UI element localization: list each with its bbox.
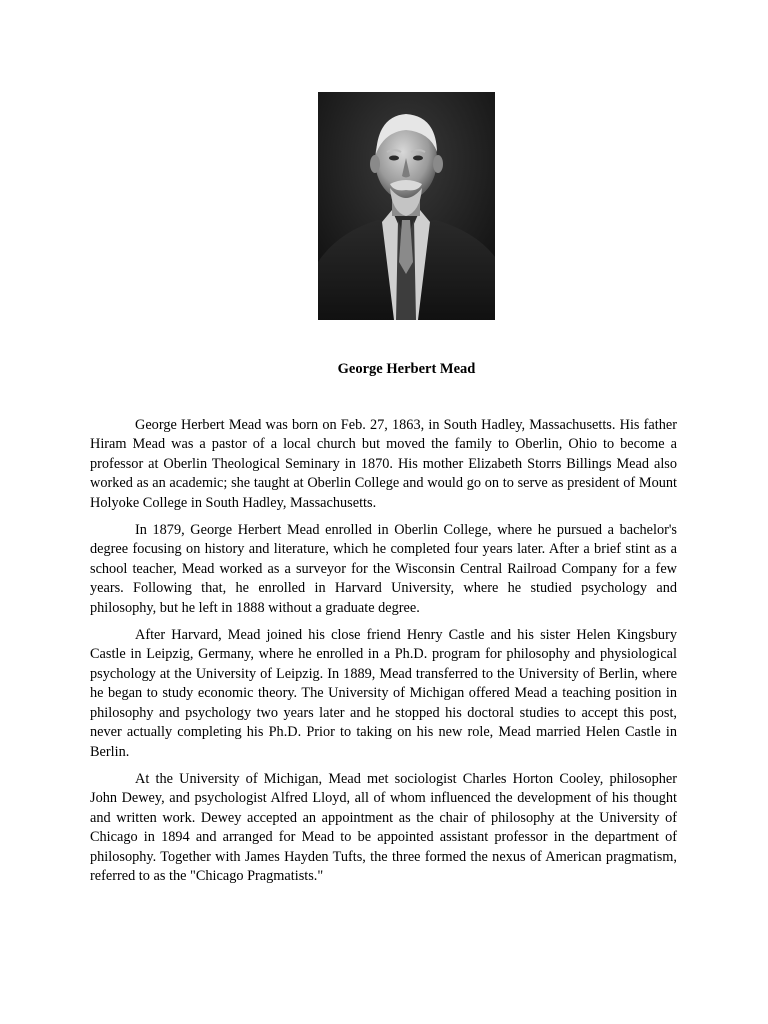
paragraph: At the University of Michigan, Mead met sociologist Charles Horton Cooley, philosopher John Dewey, and psychologist Alfred Lloyd, all of whom influenced the development of his thought and written work. Dewey accepted an appointment as the chair of philosophy at the University of Chicago in 1894 and arranged for Mead to be appointed assistant professor in the department of philosophy. Together with James Hayden Tufts, the three formed the nexus of American pragmatism, referred to as the "Chicago Pragmatists.": [90, 770, 677, 884]
portrait-photo: [318, 92, 495, 320]
document-title: George Herbert Mead: [337, 361, 476, 377]
document-body: [90, 416, 677, 894]
paragraph: In 1879, George Herbert Mead enrolled in Oberlin College, where he pursued a bachelor's degree focusing on history and literature, which he completed four years later. After a brief stint as a school teacher, Mead worked as a surveyor for the Wisconsin Central Railroad Company for a few years. Following that, he enrolled in Harvard University, where he studied psychology and philosophy, but he left in 1888 without a graduate degree.: [90, 522, 677, 616]
paragraph: George Herbert Mead was born on Feb. 27, 1863, in South Hadley, Massachusetts. His father Hiram Mead was a pastor of a local church but moved the family to Oberlin, Ohio to become a professor at Oberlin Theological Seminary in 1870. His mother Elizabeth Storrs Billings Mead also worked as an academic; she taught at Oberlin College and would go on to serve as president of Mount Holyoke College in South Hadley, Massachusetts.: [90, 417, 677, 511]
paragraph: After Harvard, Mead joined his close friend Henry Castle and his sister Helen Kingsbury Castle in Leipzig, Germany, where he enrolled in a Ph.D. program for philosophy and physiological psychology at the University of Leipzig. In 1889, Mead transferred to the University of Berlin, where he began to study economic theory. The University of Michigan offered Mead a teaching position in philosophy and psychology two years later and he stopped his doctoral studies to accept this post, never actually completing his Ph.D. Prior to taking on his new role, Mead married Helen Castle in Berlin.: [90, 627, 677, 760]
